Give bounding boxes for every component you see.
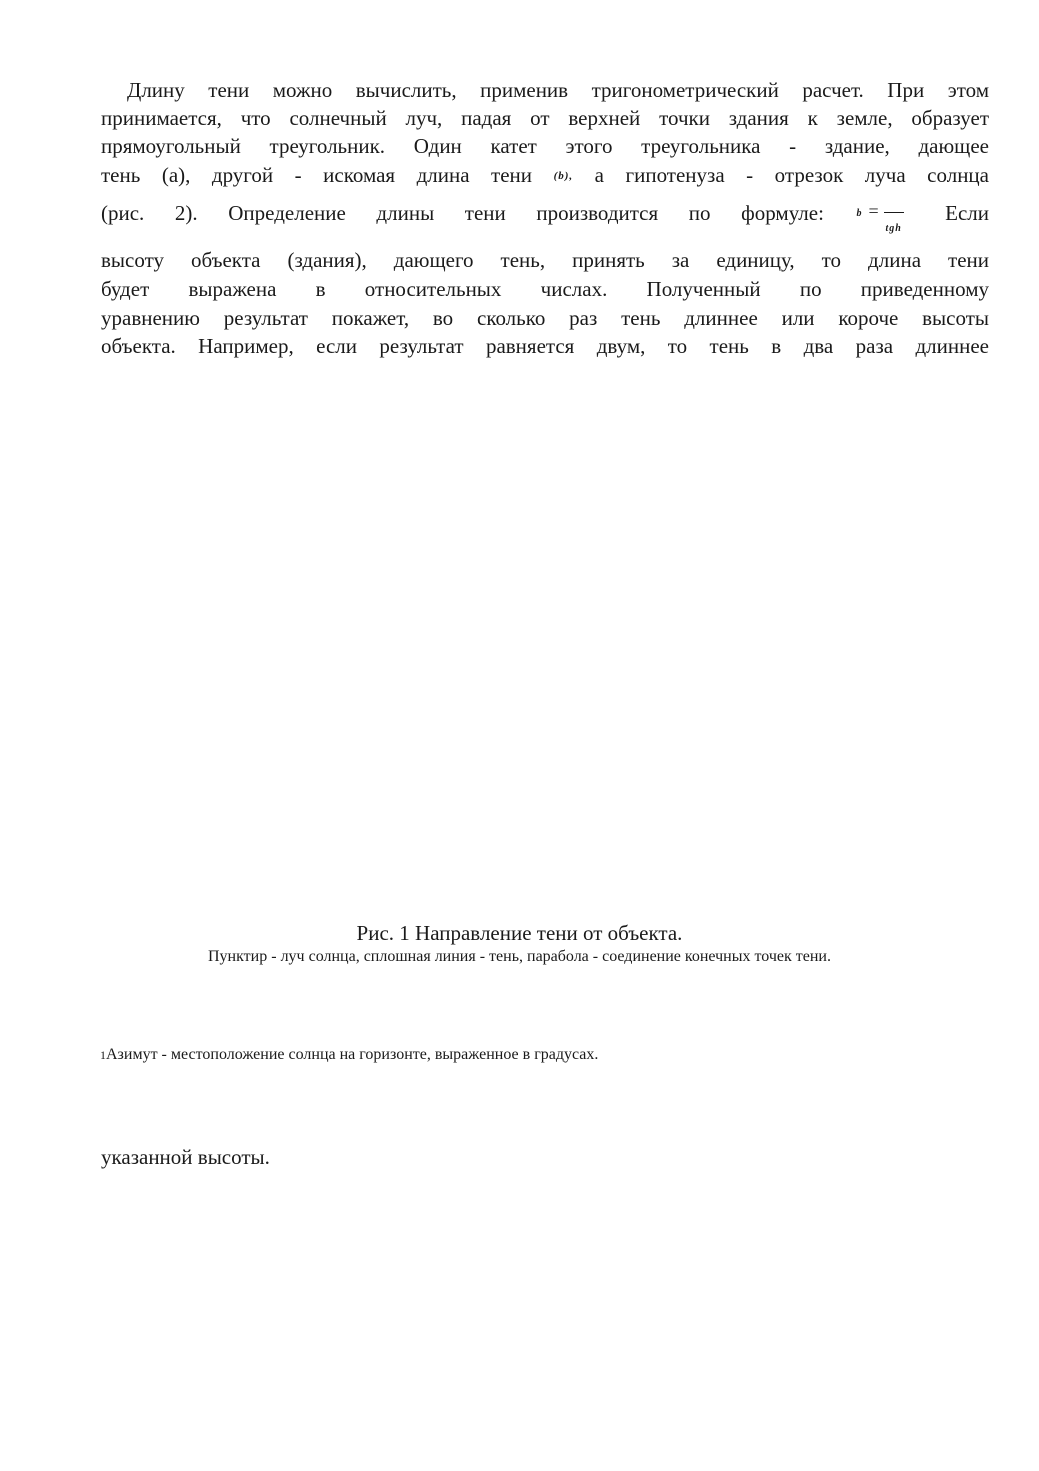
shadow-length-formula [855,199,915,234]
paragraph-line-8: уравнению результат покажет, во сколько раз тень длиннее или короче высоты [101,306,989,330]
line-4-text-a: тень (а), другой - искомая длина тени [101,163,533,187]
paragraph-line-5 [101,199,990,234]
paragraph-line-7: будет выражена в относительных числах. Полученный по приведенному [101,277,989,301]
paragraph-line-2: принимается, что солнечный луч, падая от верхней точки здания к земле, образует [101,106,989,130]
figure-area [101,370,989,910]
footnote [100,1044,598,1066]
paragraph-line-1: Длину тени можно вычислить, применив тригонометрический расчет. При этом [127,78,989,102]
line-4-text-c: а гипотенуза - отрезок луча солнца [594,163,989,187]
line-5-text-a: (рис. 2). Определение длины тени производится по формуле: [101,201,824,225]
formula-equals: = [868,201,879,221]
paragraph-line-4 [101,161,989,190]
paragraph-line-6: высоту объекта (здания), дающего тень, принять за единицу, то длина тени [101,248,989,272]
paragraph-line-3: прямоугольный треугольник. Один катет этого треугольника - здание, дающее [101,134,989,158]
formula-fraction-bar [884,212,904,213]
inline-variable-b: (b), [553,170,574,182]
paragraph-line-9: объекта. Например, если результат равняется двум, то тень в два раза длиннее [101,334,989,358]
footnote-mark: 1 [100,1048,106,1062]
line-5-text-b: Если [945,201,990,225]
formula-lhs: b [856,208,862,219]
figure-caption-subtitle: Пунктир - луч солнца, сплошная линия - тень, парабола - соединение конечных точек тени. [208,948,831,965]
footnote-text: Азимут - местоположение солнца на горизонте, выраженное в градусах. [106,1046,599,1063]
formula-denominator: tgh [885,223,902,234]
paragraph-continuation: указанной высоты. [101,1145,270,1169]
figure-caption-title: Рис. 1 Направление тени от объекта. [356,921,683,945]
